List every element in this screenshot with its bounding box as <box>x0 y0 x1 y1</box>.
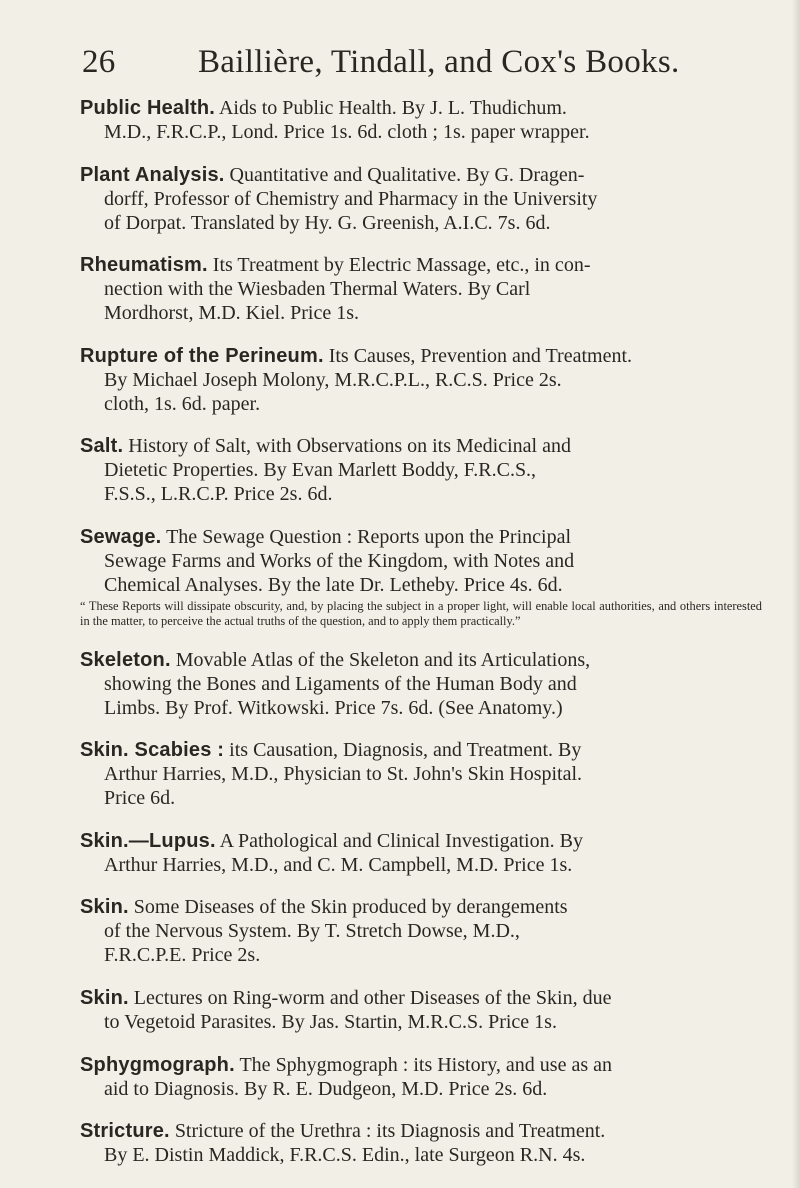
entry-line: Price 6d. <box>104 787 176 810</box>
entry-heading: Skin. <box>80 896 129 919</box>
entry-line: Its Treatment by Electric Massage, etc., in con- <box>212 254 591 277</box>
entry-skeleton <box>80 648 762 720</box>
entry-line: Its Causes, Prevention and Treatment. <box>328 344 633 367</box>
entry-heading: Rupture of the Perineum. <box>80 344 324 367</box>
entry-line: F.S.S., L.R.C.P. Price 2s. 6d. <box>104 483 333 506</box>
entry-sphygmograph <box>80 1053 762 1101</box>
entry-line: The Sewage Question : Reports upon the Principal <box>166 525 572 548</box>
entry-line: of Dorpat. Translated by Hy. G. Greenish, A.I.C. 7s. 6d. <box>104 211 551 234</box>
entry-heading: Public Health. <box>80 97 216 119</box>
entry-stricture <box>80 1119 762 1167</box>
entry-line: dorff, Professor of Chemistry and Pharmacy in the University <box>104 187 598 210</box>
entry-line: By E. Distin Maddick, F.R.C.S. Edin., late Surgeon R.N. 4s. <box>104 1144 586 1167</box>
entry-line: Aids to Public Health. By J. L. Thudichum. <box>218 97 567 119</box>
entry-line: A Pathological and Clinical Investigation. By <box>219 829 583 852</box>
entry-rheumatism <box>80 253 762 325</box>
entry-line: Quantitative and Qualitative. By G. Dragen- <box>229 163 585 186</box>
review-quote: “ These Reports will dissipate obscurity, and, by placing the subject in a proper light, will enable local authorities, and others interested in the matter, to perceive the actual truths of the question, and to apply them practically.” <box>80 598 762 628</box>
entry-heading: Skin. <box>80 986 129 1009</box>
page-edge <box>792 0 800 1188</box>
entry-line: showing the Bones and Ligaments of the Human Body and <box>104 672 577 695</box>
entry-heading: Skeleton. <box>80 648 171 671</box>
entry-heading: Sphygmograph. <box>80 1053 235 1076</box>
entry-skin-ring-worm <box>80 986 762 1034</box>
entry-rupture-of-the-perineum <box>80 344 762 416</box>
entry-line: Chemical Analyses. By the late Dr. Letheby. Price 4s. 6d. <box>104 573 563 596</box>
entry-line: Limbs. By Prof. Witkowski. Price 7s. 6d. (See Anatomy.) <box>104 696 563 719</box>
entry-line: Arthur Harries, M.D., Physician to St. John's Skin Hospital. <box>104 763 583 786</box>
entry-heading: Sewage. <box>80 525 162 548</box>
entry-line: The Sphygmograph : its History, and use as an <box>239 1053 613 1076</box>
entry-line: Some Diseases of the Skin produced by derangements <box>133 896 568 919</box>
running-header <box>82 42 770 82</box>
entry-heading: Rheumatism. <box>80 254 208 277</box>
page-title: Baillière, Tindall, and Cox's Books. <box>198 44 680 80</box>
entry-plant-analysis <box>80 163 762 235</box>
entry-line: F.R.C.P.E. Price 2s. <box>104 944 261 967</box>
entry-line: History of Salt, with Observations on its Medicinal and <box>128 435 571 458</box>
entry-line: Dietetic Properties. By Evan Marlett Boddy, F.R.C.S., <box>104 459 537 482</box>
entry-line: of the Nervous System. By T. Stretch Dowse, M.D., <box>104 920 520 943</box>
entry-line: nection with the Wiesbaden Thermal Waters. By Carl <box>104 278 531 301</box>
entry-heading: Salt. <box>80 435 124 458</box>
entry-public-health <box>80 96 762 144</box>
entry-line: Mordhorst, M.D. Kiel. Price 1s. <box>104 302 359 325</box>
entry-line: its Causation, Diagnosis, and Treatment. By <box>229 739 582 762</box>
entry-skin-scabies <box>80 738 762 810</box>
entry-line: Stricture of the Urethra : its Diagnosis and Treatment. <box>174 1120 606 1143</box>
entry-heading: Skin. Scabies : <box>80 739 225 762</box>
entry-line: By Michael Joseph Molony, M.R.C.P.L., R.C.S. Price 2s. <box>104 368 562 391</box>
catalogue-entries <box>80 96 762 1186</box>
entry-line: Lectures on Ring-worm and other Diseases of the Skin, due <box>133 986 612 1009</box>
entry-line: M.D., F.R.C.P., Lond. Price 1s. 6d. cloth ; 1s. paper wrapper. <box>104 121 590 143</box>
entry-heading: Stricture. <box>80 1120 170 1143</box>
entry-sewage <box>80 525 762 629</box>
entry-line: Sewage Farms and Works of the Kingdom, with Notes and <box>104 549 575 572</box>
entry-heading: Plant Analysis. <box>80 163 225 186</box>
entry-line: to Vegetoid Parasites. By Jas. Startin, M.R.C.S. Price 1s. <box>104 1010 557 1033</box>
entry-line: aid to Diagnosis. By R. E. Dudgeon, M.D. Price 2s. 6d. <box>104 1077 548 1100</box>
entry-line: Movable Atlas of the Skeleton and its Articulations, <box>175 648 591 671</box>
entry-line: Arthur Harries, M.D., and C. M. Campbell, M.D. Price 1s. <box>104 853 573 876</box>
entry-skin-nervous-system <box>80 895 762 967</box>
entry-skin-lupus <box>80 829 762 877</box>
entry-line: cloth, 1s. 6d. paper. <box>104 392 261 415</box>
entry-salt <box>80 434 762 506</box>
page-number: 26 <box>82 44 116 80</box>
entry-heading: Skin.—Lupus. <box>80 829 216 852</box>
